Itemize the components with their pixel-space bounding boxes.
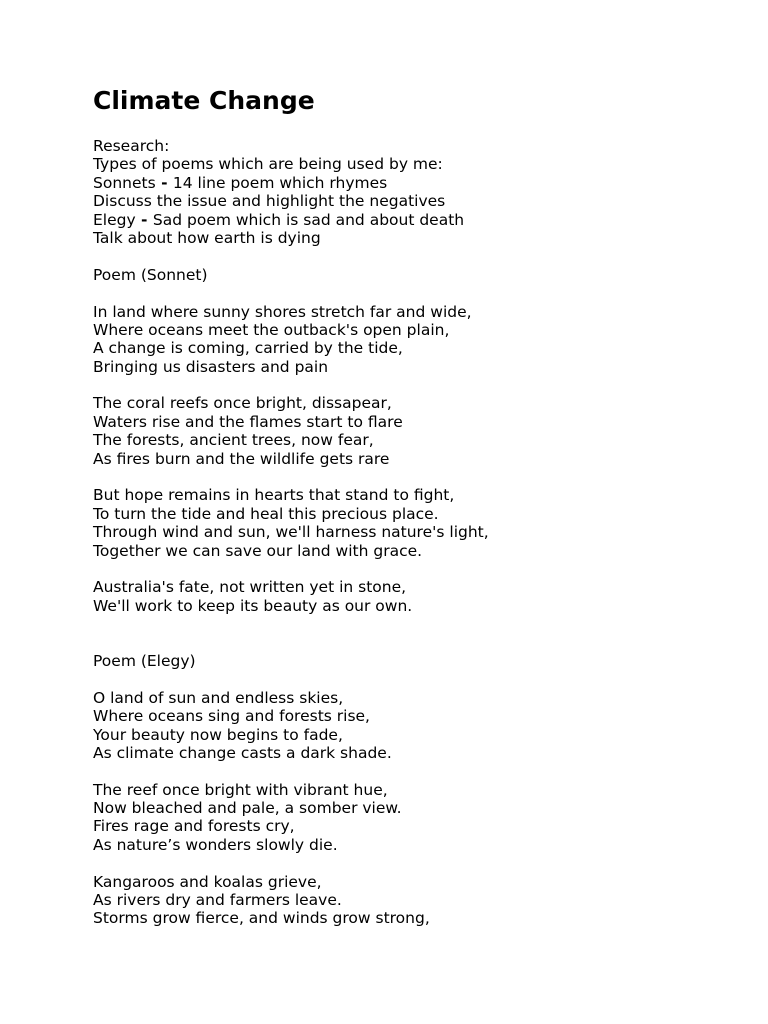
poem-line: Fires rage and forests cry,	[93, 817, 295, 836]
blank-line	[93, 854, 733, 872]
blank-line	[93, 762, 733, 780]
poem-line: Where oceans meet the outback's open plain,	[93, 320, 450, 339]
elegy-heading: Poem (Elegy)	[93, 651, 196, 670]
blank-line	[93, 560, 733, 578]
blank-line	[93, 634, 733, 652]
poem-line: The reef once bright with vibrant hue,	[93, 780, 388, 799]
poem-line: Where oceans sing and forests rise,	[93, 707, 370, 726]
poem-line: Through wind and sun, we'll harness nature's light,	[93, 523, 489, 542]
sonnet-stanza-1	[93, 303, 733, 377]
blank-line	[93, 376, 733, 394]
poem-line: The forests, ancient trees, now fear,	[93, 431, 374, 450]
blank-line	[93, 468, 733, 486]
poem-line: To turn the tide and heal this precious place.	[93, 504, 439, 523]
research-intro: Types of poems which are being used by me:	[93, 155, 443, 174]
elegy-definition	[93, 211, 733, 229]
elegy-note: Talk about how earth is dying	[93, 228, 321, 247]
sonnet-stanza-2	[93, 394, 733, 468]
sonnet-def-text: 14 line poem which rhymes	[172, 173, 388, 192]
poem-line: Bringing us disasters and pain	[93, 357, 329, 376]
sonnet-note: Discuss the issue and highlight the negatives	[93, 192, 446, 211]
blank-line	[93, 670, 733, 688]
poem-line: Waters rise and the flames start to flare	[93, 412, 403, 431]
blank-line	[93, 615, 733, 633]
poem-line: We'll work to keep its beauty as our own.	[93, 596, 413, 615]
elegy-term: Elegy	[93, 210, 136, 229]
sonnet-separator: -	[155, 173, 173, 192]
poem-line: Kangaroos and koalas grieve,	[93, 872, 322, 891]
poem-line: As nature’s wonders slowly die.	[93, 835, 338, 854]
poem-line: The coral reefs once bright, dissapear,	[93, 394, 392, 413]
spacer	[93, 118, 733, 137]
sonnet-term: Sonnets	[93, 173, 156, 192]
sonnet-definition	[93, 174, 733, 192]
document-page	[93, 84, 733, 928]
elegy-def-text: Sad poem which is sad and about death	[152, 210, 465, 229]
poem-line: O land of sun and endless skies,	[93, 688, 344, 707]
sonnet-heading: Poem (Sonnet)	[93, 265, 208, 284]
elegy-separator: -	[135, 210, 153, 229]
elegy-stanza-2	[93, 781, 733, 855]
research-heading: Research:	[93, 137, 170, 155]
poem-line: Together we can save our land with grace.	[93, 541, 423, 560]
poem-line: Storms grow fierce, and winds grow strong,	[93, 909, 430, 928]
poem-line: In land where sunny shores stretch far and wide,	[93, 302, 472, 321]
elegy-stanza-3	[93, 873, 733, 928]
poem-line: Australia's fate, not written yet in stone,	[93, 578, 407, 597]
blank-line	[93, 284, 733, 302]
research-section	[93, 137, 733, 247]
poem-line: A change is coming, carried by the tide,	[93, 339, 403, 358]
poem-line: As climate change casts a dark shade.	[93, 743, 392, 762]
blank-line	[93, 247, 733, 265]
sonnet-couplet	[93, 578, 733, 615]
poem-line: But hope remains in hearts that stand to fight,	[93, 486, 455, 505]
poem-line: As fires burn and the wildlife gets rare	[93, 449, 390, 468]
poem-line: Your beauty now begins to fade,	[93, 725, 343, 744]
poem-line: Now bleached and pale, a somber view.	[93, 799, 402, 818]
elegy-stanza-1	[93, 689, 733, 763]
poem-line: As rivers dry and farmers leave.	[93, 891, 342, 910]
document-title: Climate Change	[93, 86, 315, 115]
sonnet-stanza-3	[93, 486, 733, 560]
